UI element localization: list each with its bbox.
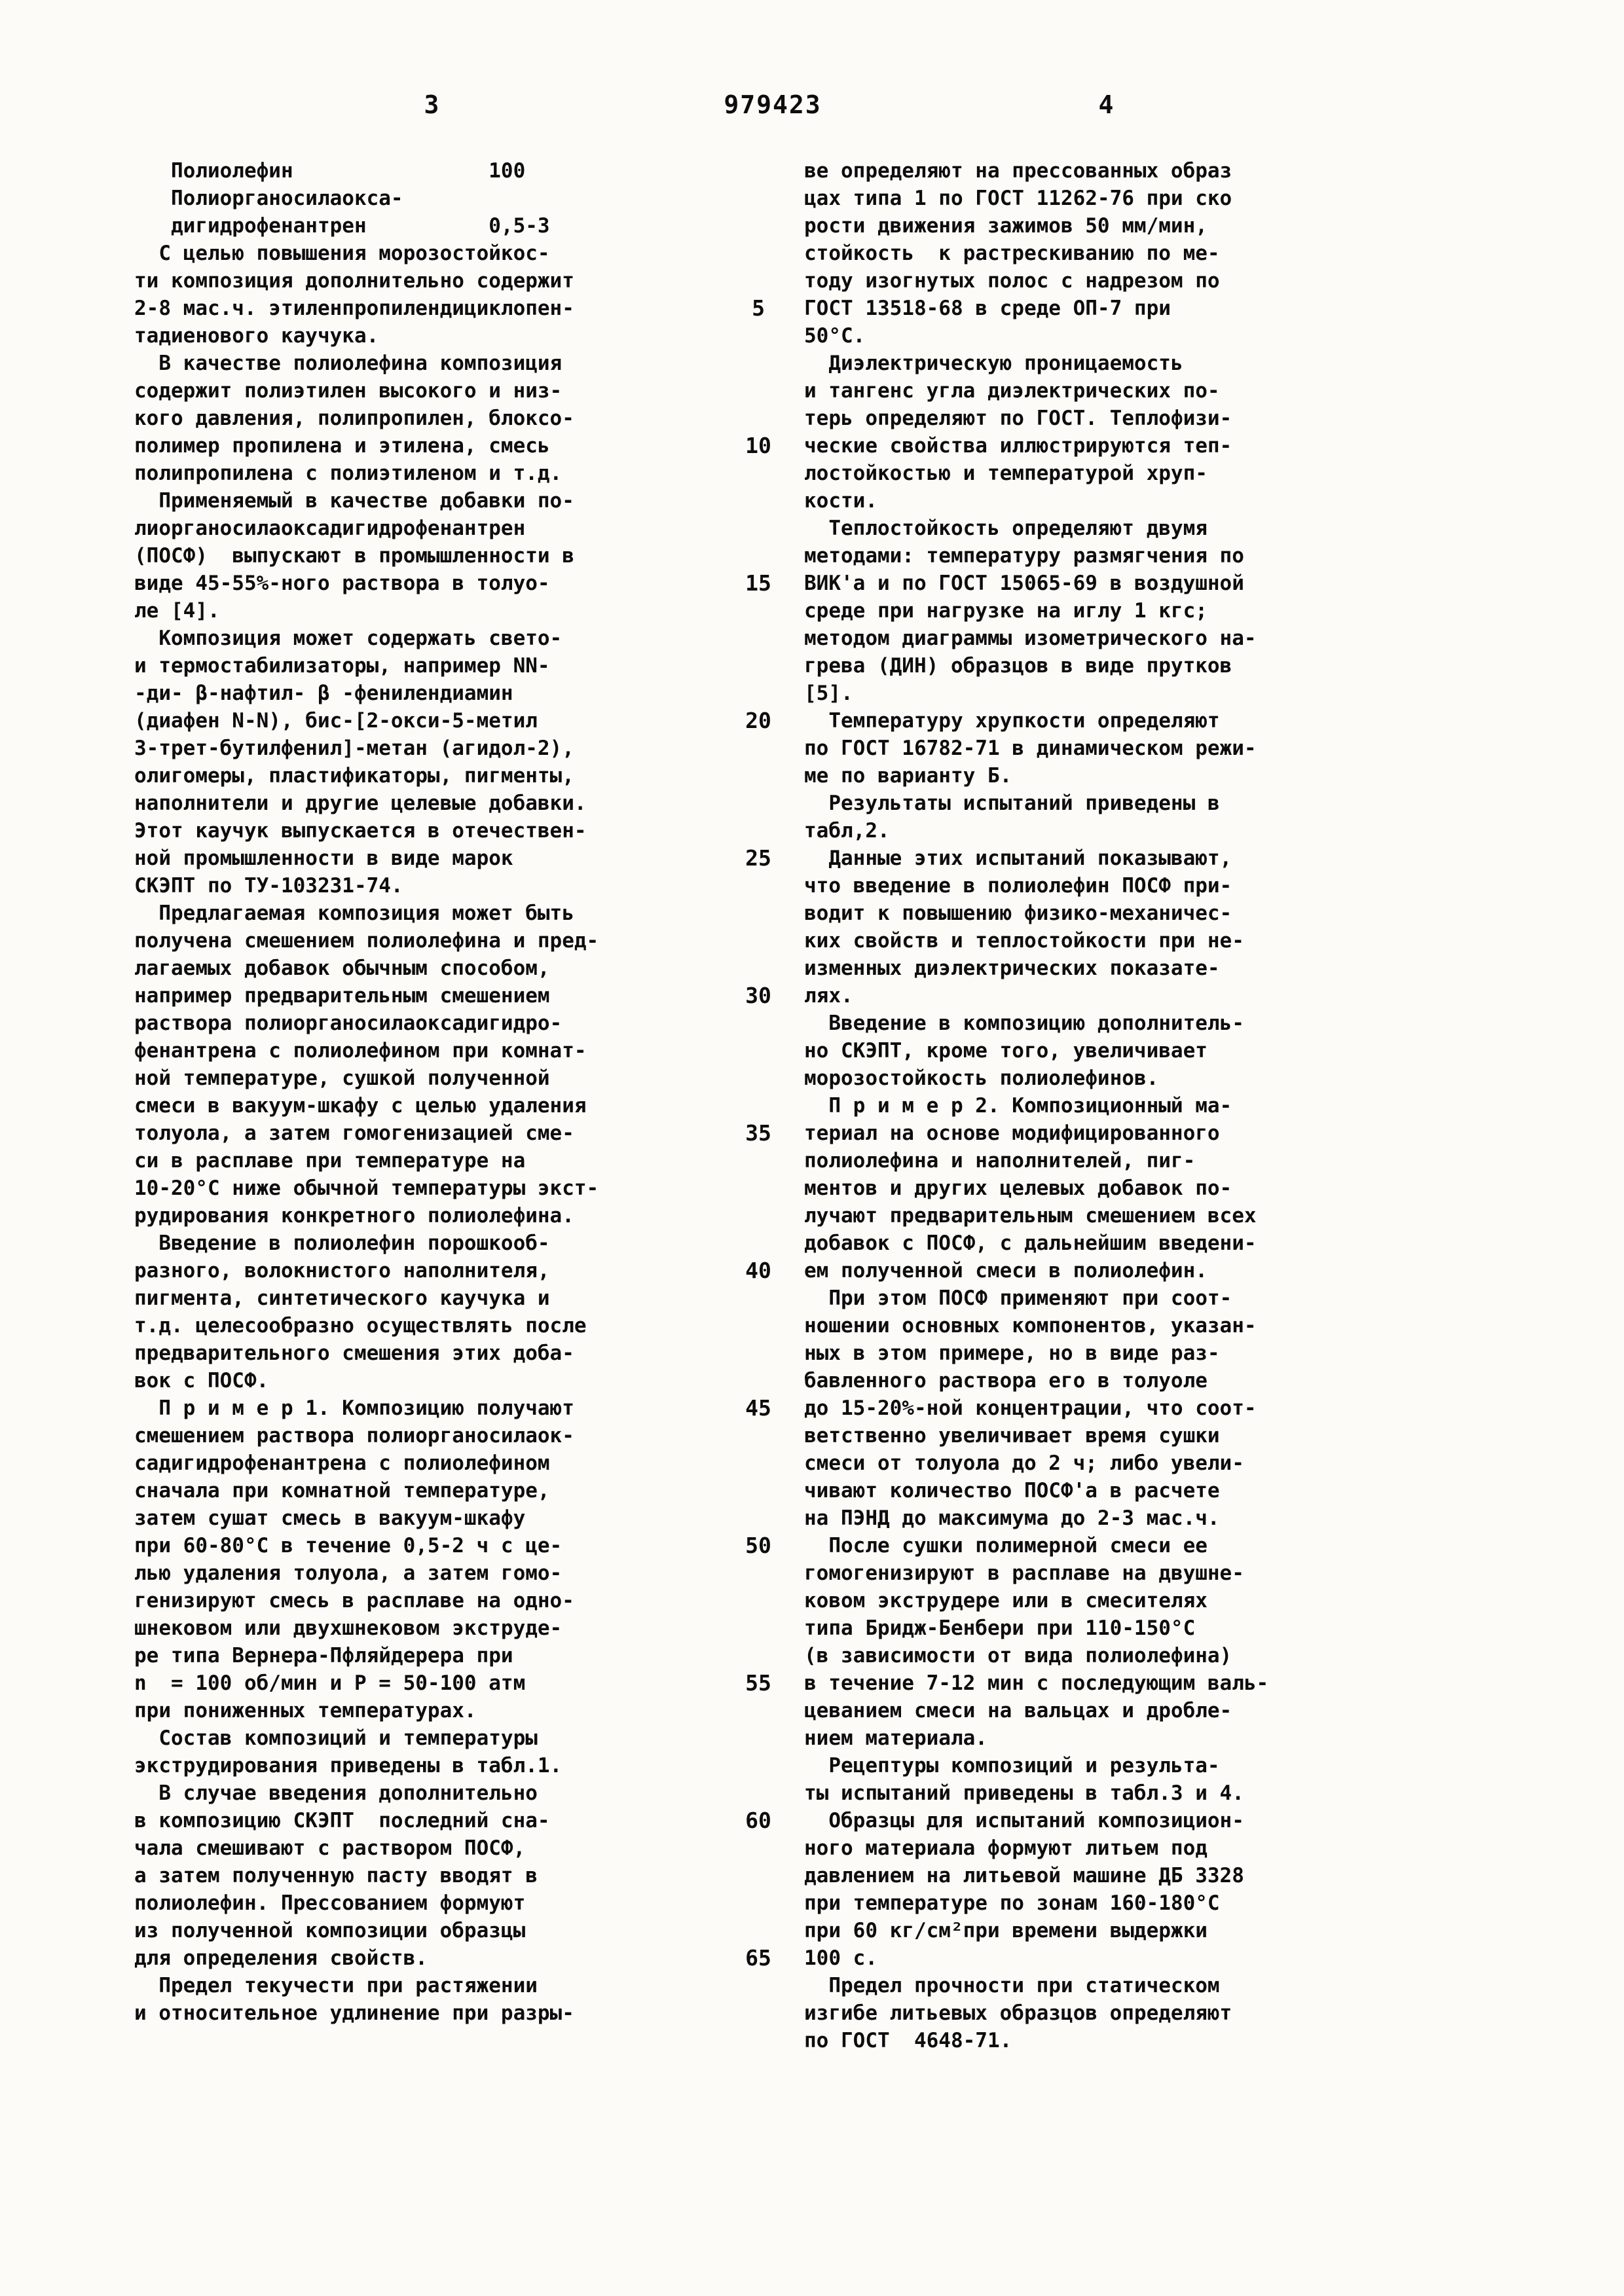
- text-line: ре типа Вернера-Пфляйдерера при: [134, 1644, 513, 1667]
- right-text-column: [804, 157, 1459, 2054]
- text-line: ты испытаний приведены в табл.3 и 4.: [804, 1781, 1244, 1805]
- text-line: для определения свойств.: [134, 1946, 428, 1970]
- text-line: n = 100 об/мин и Р = 50-100 атм: [134, 1671, 526, 1695]
- text-line: Введение в полиолефин порошкооб-: [134, 1231, 550, 1255]
- text-line: терь определяют по ГОСТ. Теплофизи-: [804, 407, 1232, 430]
- text-line: и относительное удлинение при разры-: [134, 2001, 574, 2025]
- text-line: из полученной композиции образцы: [134, 1919, 526, 1942]
- text-line: Полиолефин 100: [134, 159, 526, 183]
- text-line: ме по варианту Б.: [804, 764, 1012, 788]
- text-line: лью удаления толуола, а затем гомо-: [134, 1561, 563, 1585]
- text-line: си в расплаве при температуре на: [134, 1149, 526, 1173]
- text-line: Температуру хрупкости определяют: [804, 709, 1220, 733]
- gutter-line-numbers: [732, 295, 784, 1972]
- text-line: содержит полиэтилен высокого и низ-: [134, 379, 563, 403]
- text-line: Данные этих испытаний показывают,: [804, 847, 1232, 870]
- text-line: фенантрена с полиолефином при комнат-: [134, 1039, 587, 1063]
- text-line: Теплостойкость определяют двумя: [804, 517, 1208, 540]
- text-line: вок с ПОСФ.: [134, 1369, 269, 1393]
- text-line: 3-трет-бутилфенил]-метан (агидол-2),: [134, 737, 574, 760]
- line-number: 15: [745, 570, 771, 596]
- text-line: ковом экструдере или в смесителях: [804, 1589, 1208, 1613]
- text-line: кости.: [804, 489, 877, 513]
- text-line: при пониженных температурах.: [134, 1699, 477, 1722]
- text-line: разного, волокнистого наполнителя,: [134, 1259, 550, 1283]
- text-line: при температуре по зонам 160-180°С: [804, 1891, 1220, 1915]
- text-line: 2-8 мас.ч. этиленпропилендициклопен-: [134, 297, 574, 320]
- line-number: 35: [745, 1120, 771, 1146]
- line-number: 5: [752, 295, 765, 321]
- text-line: затем сушат смесь в вакуум-шкафу: [134, 1506, 526, 1530]
- text-line: по ГОСТ 4648-71.: [804, 2029, 1012, 2052]
- text-line: в композицию СКЭПТ последний сна-: [134, 1809, 550, 1832]
- text-line: изгибе литьевых образцов определяют: [804, 2001, 1232, 2025]
- text-line: ве определяют на прессованных образ: [804, 159, 1232, 183]
- text-line: методами: температуру размягчения по: [804, 544, 1244, 568]
- text-line: ментов и других целевых добавок по-: [804, 1176, 1232, 1200]
- text-line: -ди- β-нафтил- β -фенилендиамин: [134, 682, 513, 705]
- text-line: Предлагаемая композиция может быть: [134, 902, 574, 925]
- text-line: ти композиция дополнительно содержит: [134, 269, 574, 293]
- text-line: изменных диэлектрических показате-: [804, 957, 1220, 980]
- text-line: чала смешивают с раствором ПОСФ,: [134, 1836, 526, 1860]
- line-number: 20: [745, 708, 771, 733]
- text-line: Этот каучук выпускается в отечествен-: [134, 819, 587, 843]
- text-line: и термостабилизаторы, например NN-: [134, 654, 550, 678]
- text-line: генизируют смесь в расплаве на одно-: [134, 1589, 574, 1613]
- text-line: наполнители и другие целевые добавки.: [134, 792, 587, 815]
- text-line: териал на основе модифицированного: [804, 1121, 1220, 1145]
- text-line: лагаемых добавок обычным способом,: [134, 957, 550, 980]
- line-number: 55: [745, 1670, 771, 1696]
- text-line: стойкость к растрескиванию по ме-: [804, 242, 1220, 265]
- text-line: тадиенового каучука.: [134, 324, 379, 348]
- line-number: 60: [745, 1808, 771, 1833]
- text-line: ветственно увеличивает время сушки: [804, 1424, 1220, 1448]
- text-line: предварительного смешения этих доба-: [134, 1341, 574, 1365]
- text-line: ношении основных компонентов, указан-: [804, 1314, 1257, 1338]
- text-line: по ГОСТ 16782-71 в динамическом режи-: [804, 737, 1257, 760]
- text-line: (диафен N-N), бис-[2-окси-5-метил: [134, 709, 538, 733]
- text-line: гомогенизируют в расплаве на двушне-: [804, 1561, 1244, 1585]
- text-line: Образцы для испытаний композицион-: [804, 1809, 1244, 1832]
- text-line: Диэлектрическую проницаемость: [804, 352, 1183, 375]
- left-text-column: [134, 157, 743, 2027]
- text-line: П р и м е р 2. Композиционный ма-: [804, 1094, 1232, 1118]
- text-line: (ПОСФ) выпускают в промышленности в: [134, 544, 574, 568]
- text-line: толуола, а затем гомогенизацией сме-: [134, 1121, 574, 1145]
- text-line: добавок с ПОСФ, с дальнейшим введени-: [804, 1231, 1257, 1255]
- text-line: ких свойств и теплостойкости при не-: [804, 929, 1244, 953]
- text-line: давлением на литьевой машине ДБ 3328: [804, 1864, 1244, 1887]
- text-line: лучают предварительным смешением всех: [804, 1204, 1257, 1228]
- text-line: ной температуре, сушкой полученной: [134, 1066, 550, 1090]
- text-line: и тангенс угла диэлектрических по-: [804, 379, 1220, 403]
- text-line: смеси от толуола до 2 ч; либо увели-: [804, 1451, 1244, 1475]
- text-line: получена смешением полиолефина и пред-: [134, 929, 599, 953]
- line-number: 45: [745, 1395, 771, 1421]
- text-line: Результаты испытаний приведены в: [804, 792, 1220, 815]
- text-line: Состав композиций и температуры: [134, 1726, 538, 1750]
- text-line: водит к повышению физико-механичес-: [804, 902, 1232, 925]
- text-line: ческие свойства иллюстрируются теп-: [804, 434, 1232, 458]
- text-line: ного материала формуют литьем под: [804, 1836, 1208, 1860]
- text-line: бавленного раствора его в толуоле: [804, 1369, 1208, 1393]
- text-line: цеванием смеси на вальцах и дробле-: [804, 1699, 1232, 1722]
- text-line: табл,2.: [804, 819, 890, 843]
- text-line: цах типа 1 по ГОСТ 11262-76 при ско: [804, 187, 1232, 210]
- text-line: при 60 кг/см²при времени выдержки: [804, 1919, 1208, 1942]
- text-line: рудирования конкретного полиолефина.: [134, 1204, 574, 1228]
- text-line: Предел прочности при статическом: [804, 1974, 1220, 1997]
- text-line: лиорганосилаоксадигидрофенантрен: [134, 517, 526, 540]
- text-line: С целью повышения морозостойкос-: [134, 242, 550, 265]
- text-line: виде 45-55%-ного раствора в толуо-: [134, 572, 550, 595]
- text-line: Предел текучести при растяжении: [134, 1974, 538, 1997]
- text-line: в течение 7-12 мин с последующим валь-: [804, 1671, 1269, 1695]
- line-number: 25: [745, 845, 771, 871]
- text-line: кого давления, полипропилен, блоксо-: [134, 407, 574, 430]
- text-line: чивают количество ПОСФ'а в расчете: [804, 1479, 1220, 1503]
- text-line: После сушки полимерной смеси ее: [804, 1534, 1208, 1558]
- line-number: 30: [745, 983, 771, 1008]
- line-number: 50: [745, 1533, 771, 1558]
- left-page-number: 3: [424, 90, 441, 119]
- text-line: 100 с.: [804, 1946, 877, 1970]
- text-line: 50°С.: [804, 324, 866, 348]
- text-line: полипропилена с полиэтиленом и т.д.: [134, 462, 563, 485]
- text-line: полиолефин. Прессованием формуют: [134, 1891, 526, 1915]
- text-line: смеси в вакуум-шкафу с целью удаления: [134, 1094, 587, 1118]
- text-line: типа Бридж-Бенбери при 110-150°С: [804, 1616, 1196, 1640]
- text-line: (в зависимости от вида полиолефина): [804, 1644, 1232, 1667]
- text-line: ле [4].: [134, 599, 220, 623]
- text-line: ных в этом примере, но в виде раз-: [804, 1341, 1220, 1365]
- text-line: Полиорганосилаокса-: [134, 187, 403, 210]
- text-line: СКЭПТ по ТУ-103231-74.: [134, 874, 403, 898]
- text-line: полимер пропилена и этилена, смесь: [134, 434, 550, 458]
- text-line: нием материала.: [804, 1726, 987, 1750]
- text-line: ной промышленности в виде марок: [134, 847, 513, 870]
- line-number: 10: [745, 433, 771, 458]
- text-line: рости движения зажимов 50 мм/мин,: [804, 214, 1208, 238]
- text-line: В случае введения дополнительно: [134, 1781, 538, 1805]
- text-line: лях.: [804, 984, 853, 1008]
- text-line: При этом ПОСФ применяют при соот-: [804, 1286, 1232, 1310]
- text-line: Композиция может содержать свето-: [134, 627, 563, 650]
- text-line: грева (ДИН) образцов в виде прутков: [804, 654, 1232, 678]
- text-line: т.д. целесообразно осуществлять после: [134, 1314, 587, 1338]
- text-line: П р и м е р 1. Композицию получают: [134, 1396, 574, 1420]
- text-line: Применяемый в качестве добавки по-: [134, 489, 574, 513]
- text-line: ем полученной смеси в полиолефин.: [804, 1259, 1208, 1283]
- text-line: Введение в композицию дополнитель-: [804, 1011, 1244, 1035]
- text-line: тоду изогнутых полос с надрезом по: [804, 269, 1220, 293]
- right-page-number: 4: [1098, 90, 1115, 119]
- line-number: 65: [745, 1945, 771, 1971]
- text-line: сначала при комнатной температуре,: [134, 1479, 550, 1503]
- text-line: но СКЭПТ, кроме того, увеличивает: [804, 1039, 1208, 1063]
- text-line: например предварительным смешением: [134, 984, 550, 1008]
- text-line: Рецептуры композиций и результа-: [804, 1754, 1220, 1777]
- text-line: ГОСТ 13518-68 в среде ОП-7 при: [804, 297, 1171, 320]
- text-line: В качестве полиолефина композиция: [134, 352, 563, 375]
- patent-number: 979423: [724, 90, 822, 119]
- text-line: садигидрофенантрена с полиолефином: [134, 1451, 550, 1475]
- text-line: морозостойкость полиолефинов.: [804, 1066, 1159, 1090]
- text-line: экструдирования приведены в табл.1.: [134, 1754, 563, 1777]
- text-line: олигомеры, пластификаторы, пигменты,: [134, 764, 574, 788]
- text-line: полиолефина и наполнителей, пиг-: [804, 1149, 1196, 1173]
- text-line: что введение в полиолефин ПОСФ при-: [804, 874, 1232, 898]
- text-line: смешением раствора полиорганосилаок-: [134, 1424, 574, 1448]
- text-line: 10-20°С ниже обычной температуры экст-: [134, 1176, 599, 1200]
- text-line: среде при нагрузке на иглу 1 кгс;: [804, 599, 1208, 623]
- text-line: до 15-20%-ной концентрации, что соот-: [804, 1396, 1257, 1420]
- text-line: шнековом или двухшнековом экструде-: [134, 1616, 563, 1640]
- text-line: методом диаграммы изометрического на-: [804, 627, 1257, 650]
- text-line: [5].: [804, 682, 853, 705]
- text-line: раствора полиорганосилаоксадигидро-: [134, 1011, 563, 1035]
- text-line: пигмента, синтетического каучука и: [134, 1286, 550, 1310]
- text-line: дигидрофенантрен 0,5-3: [134, 214, 550, 238]
- line-number: 40: [745, 1258, 771, 1283]
- text-line: а затем полученную пасту вводят в: [134, 1864, 538, 1887]
- text-line: ВИК'а и по ГОСТ 15065-69 в воздушной: [804, 572, 1244, 595]
- text-line: лостойкостью и температурой хруп-: [804, 462, 1208, 485]
- text-line: при 60-80°С в течение 0,5-2 ч с це-: [134, 1534, 563, 1558]
- text-line: на ПЭНД до максимума до 2-3 мас.ч.: [804, 1506, 1220, 1530]
